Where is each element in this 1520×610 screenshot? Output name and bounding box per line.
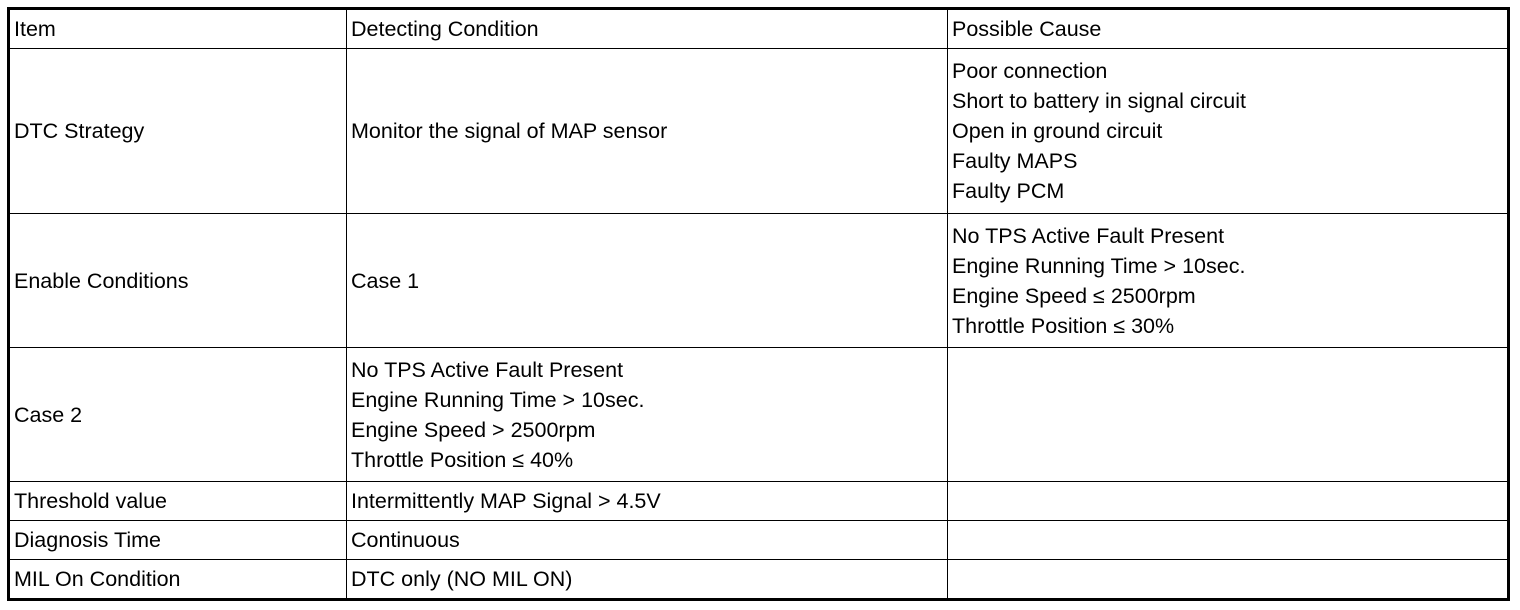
cause-line: No TPS Active Fault Present [952,223,1225,248]
cause-cell [948,481,1509,520]
table-header-row [9,9,1509,49]
condition-cell [347,49,948,214]
condition-line: Engine Running Time > 10sec. [351,387,645,412]
table-row [9,481,1509,520]
header-possible-cause: Possible Cause [948,9,1509,49]
cause-line: Short to battery in signal circuit [952,89,1246,114]
condition-cell [347,481,948,520]
cause-cell [948,348,1509,482]
header-item: Item [9,9,347,49]
condition-line: Monitor the signal of MAP sensor [351,119,668,144]
condition-line: No TPS Active Fault Present [351,357,624,382]
item-cell: Case 2 [9,348,347,482]
table-row [9,49,1509,214]
header-detecting-condition: Detecting Condition [347,9,948,49]
item-cell: Threshold value [9,481,347,520]
item-cell: DTC Strategy [9,49,347,214]
condition-line: Case 1 [351,268,420,293]
condition-cell [347,348,948,482]
cause-line: Engine Running Time > 10sec. [952,253,1246,278]
table-row [9,214,1509,348]
table-row [9,348,1509,482]
cause-line: Engine Speed ≤ 2500rpm [952,283,1196,308]
condition-line: Throttle Position ≤ 40% [351,447,574,472]
table-row [9,520,1509,559]
cause-cell [948,559,1509,599]
condition-line: Intermittently MAP Signal > 4.5V [351,488,661,513]
cause-line: Poor connection [952,59,1108,84]
cause-cell [948,214,1509,348]
condition-line: DTC only (NO MIL ON) [351,566,573,591]
condition-line: Continuous [351,527,460,552]
condition-cell [347,559,948,599]
cause-cell [948,520,1509,559]
item-cell: MIL On Condition [9,559,347,599]
table-row [9,559,1509,599]
cause-cell [948,49,1509,214]
condition-cell [347,520,948,559]
condition-line: Engine Speed > 2500rpm [351,417,596,442]
cause-line: Faulty PCM [952,179,1065,204]
cause-line: Faulty MAPS [952,149,1078,174]
dtc-table [7,7,1510,601]
item-cell: Enable Conditions [9,214,347,348]
cause-line: Throttle Position ≤ 30% [952,313,1175,338]
condition-cell [347,214,948,348]
item-cell: Diagnosis Time [9,520,347,559]
cause-line: Open in ground circuit [952,119,1163,144]
